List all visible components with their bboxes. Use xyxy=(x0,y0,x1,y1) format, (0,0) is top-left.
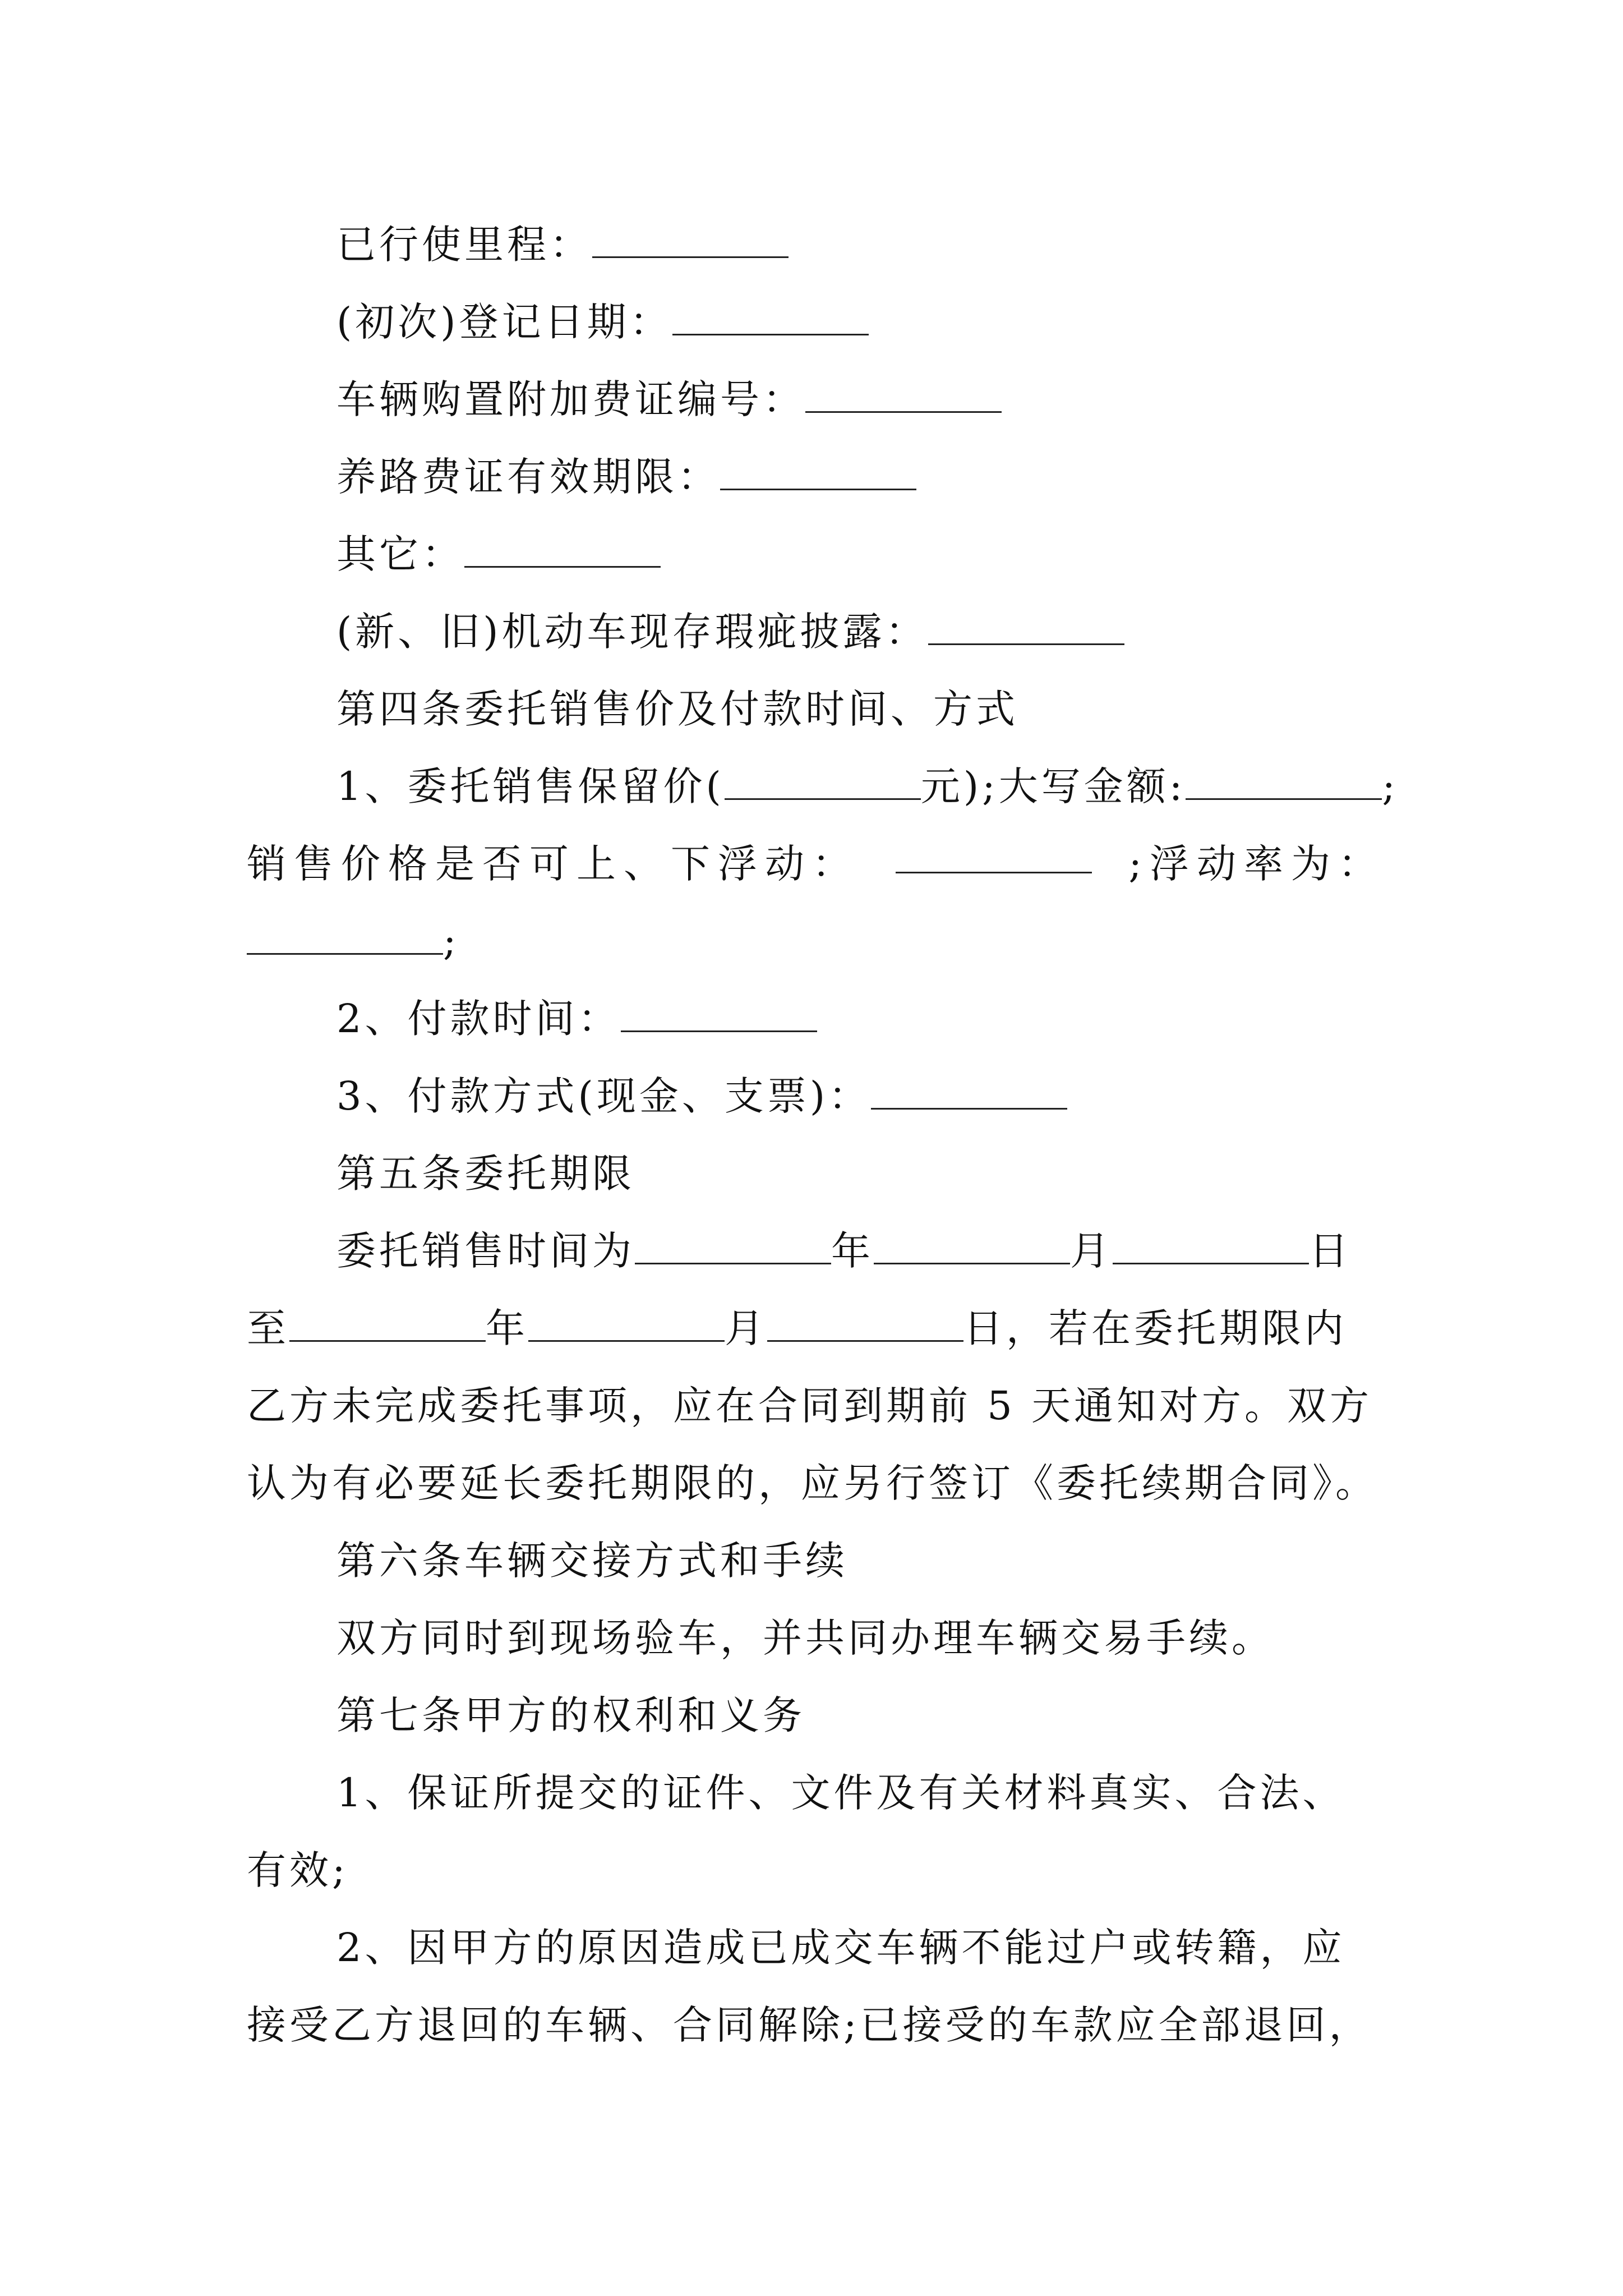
price-float-label: 销售价格是否可上、下浮动： xyxy=(247,841,859,887)
article-7-heading: 第七条甲方的权利和义务 xyxy=(336,1692,805,1738)
defects-blank[interactable] xyxy=(928,609,1124,645)
body-text-line: 双方同时到现场验车，并共同办理车辆交易手续。 xyxy=(336,1615,1274,1661)
article-5-heading: 第五条委托期限 xyxy=(336,1151,635,1197)
body-text-line: 认为有必要延长委托期限的，应另行签订《委托续期合同》。 xyxy=(247,1460,1378,1506)
article-6-heading: 第六条车辆交接方式和手续 xyxy=(336,1538,848,1584)
price-float-line xyxy=(247,837,1385,891)
road-fee-label: 养路费证有效期限： xyxy=(336,454,720,500)
mileage-label: 已行使里程： xyxy=(336,222,592,268)
article-4-heading: 第四条委托销售价及付款时间、方式 xyxy=(336,686,1018,732)
year-label: 年 xyxy=(831,1228,874,1274)
month-label: 月 xyxy=(1070,1228,1113,1274)
entrust-period-line xyxy=(336,1224,1352,1278)
defects-line xyxy=(336,605,1124,659)
road-fee-line xyxy=(336,450,916,504)
other-line xyxy=(336,527,661,581)
day-label: 日 xyxy=(1309,1228,1352,1274)
road-fee-blank[interactable] xyxy=(720,454,916,490)
start-day-blank[interactable] xyxy=(1113,1228,1309,1264)
start-month-blank[interactable] xyxy=(874,1228,1070,1264)
payment-time-blank[interactable] xyxy=(621,996,817,1032)
end-year-blank[interactable] xyxy=(289,1305,486,1342)
day-text: 日，若在委托期限内 xyxy=(963,1305,1347,1351)
reserve-price-line xyxy=(336,760,1399,813)
float-rate-blank[interactable] xyxy=(247,918,443,955)
body-text-line: 乙方未完成委托事项，应在合同到期前 5 天通知对方。双方 xyxy=(247,1383,1373,1429)
payment-method-label: 3、付款方式(现金、支票)： xyxy=(336,1073,872,1119)
float-rate-line xyxy=(247,914,460,968)
payment-method-blank[interactable] xyxy=(871,1073,1067,1110)
payment-method-line xyxy=(336,1069,1067,1123)
amount-in-words-blank[interactable] xyxy=(1186,763,1382,800)
first-registration-label: (初次)登记日期： xyxy=(336,299,672,345)
entrust-period-label: 委托销售时间为 xyxy=(336,1228,635,1274)
defects-label: (新、旧)机动车现存瑕疵披露： xyxy=(336,609,928,655)
semicolon: ; xyxy=(443,918,460,964)
purchase-tax-line xyxy=(336,372,1002,426)
end-day-blank[interactable] xyxy=(767,1305,963,1342)
month-label: 月 xyxy=(725,1305,767,1351)
body-text-line: 有效; xyxy=(247,1847,349,1893)
mileage-blank[interactable] xyxy=(592,222,789,258)
purchase-tax-blank[interactable] xyxy=(805,376,1002,413)
start-year-blank[interactable] xyxy=(635,1228,831,1264)
body-text-line: 2、因甲方的原因造成已成交车辆不能过户或转籍，应 xyxy=(336,1925,1345,1971)
reserve-price-label: 1、委托销售保留价( xyxy=(336,763,725,809)
entrust-end-line xyxy=(247,1301,1347,1355)
payment-time-line xyxy=(336,992,817,1046)
semicolon: ; xyxy=(1382,763,1399,809)
reserve-price-blank[interactable] xyxy=(725,763,921,800)
to-label: 至 xyxy=(247,1305,289,1351)
body-text-line: 1、保证所提交的证件、文件及有关材料真实、合法、 xyxy=(336,1770,1345,1816)
other-label: 其它： xyxy=(336,531,464,577)
first-registration-blank[interactable] xyxy=(672,299,869,335)
other-blank[interactable] xyxy=(464,531,661,568)
purchase-tax-label: 车辆购置附加费证编号： xyxy=(336,376,805,422)
year-label: 年 xyxy=(486,1305,528,1351)
float-rate-label: ;浮动率为： xyxy=(1128,841,1385,887)
amount-in-words-label: 元);大写金额: xyxy=(920,763,1186,809)
price-float-blank[interactable] xyxy=(896,837,1092,873)
body-text-line: 接受乙方退回的车辆、合同解除;已接受的车款应全部退回， xyxy=(247,2002,1372,2048)
payment-time-label: 2、付款时间： xyxy=(336,996,621,1042)
mileage-line xyxy=(336,218,789,272)
end-month-blank[interactable] xyxy=(528,1305,725,1342)
first-registration-line xyxy=(336,295,869,349)
